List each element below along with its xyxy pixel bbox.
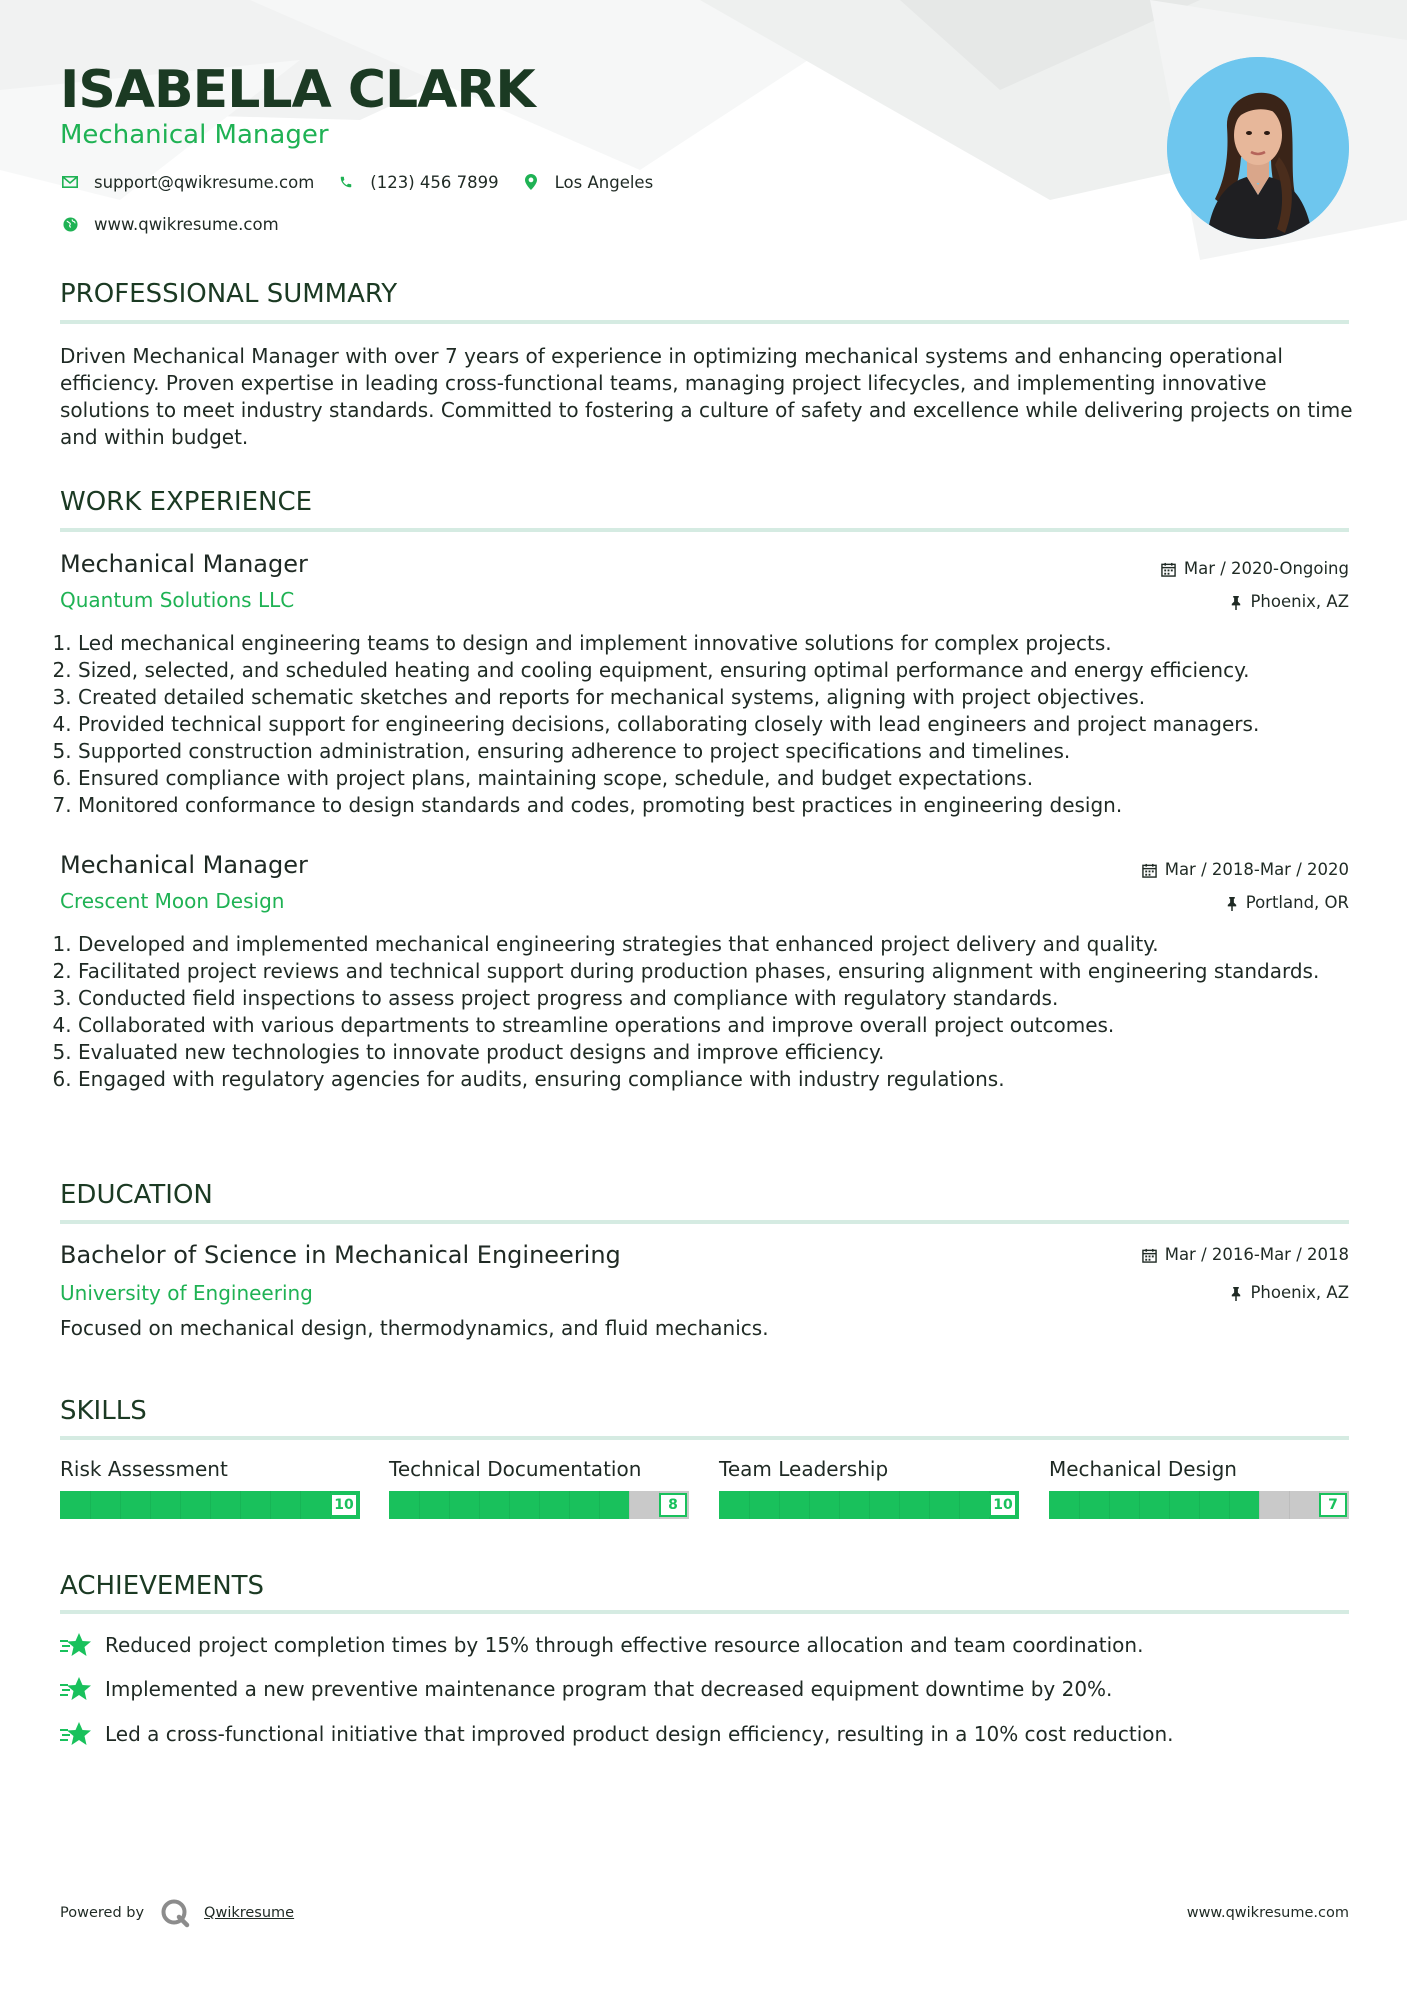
skill-bar-segment xyxy=(120,1491,121,1519)
qwikresume-logo-icon xyxy=(160,1898,190,1928)
skill-bar-segment xyxy=(539,1491,540,1519)
list-item: 2. Sized, selected, and scheduled heating and cooling equipment, ensuring optimal performance and energy efficiency. xyxy=(78,657,1358,684)
candidate-title: Mechanical Manager xyxy=(60,120,329,150)
job-dates xyxy=(1142,859,1349,881)
skill-level-badge: 10 xyxy=(330,1493,358,1517)
section-divider xyxy=(60,1610,1349,1614)
location-item xyxy=(521,172,654,192)
skill-bar-segment xyxy=(180,1491,181,1519)
list-item: 6. Ensured compliance with project plans, maintaining scope, schedule, and budget expectations. xyxy=(78,765,1358,792)
section-divider xyxy=(60,528,1349,532)
education-dates xyxy=(1142,1244,1349,1266)
skill-bar xyxy=(389,1491,689,1519)
skill-bar-segment xyxy=(1259,1491,1260,1519)
calendar-icon xyxy=(1142,1248,1157,1263)
contact-row xyxy=(60,172,675,192)
job-location xyxy=(1230,591,1349,613)
skill-bar-segment xyxy=(270,1491,271,1519)
summary-text: Driven Mechanical Manager with over 7 years of experience in optimizing mechanical systems and enhancing operational efficiency. Proven expertise in leading cross-functional teams, managing project lifecycles, and implementing innovative solutions to meet industry standards. Committed to fostering a culture of safety and excellence while delivering projects on time and within budget. xyxy=(60,344,1353,449)
skill-bar-segment xyxy=(479,1491,480,1519)
job-responsibilities xyxy=(60,630,1358,819)
website-item xyxy=(60,214,279,234)
achievement-text: Led a cross-functional initiative that improved product design efficiency, resulting in a 10% cost reduction. xyxy=(105,1722,1174,1746)
email-item xyxy=(60,172,314,192)
list-item: 1. Led mechanical engineering teams to design and implement innovative solutions for complex projects. xyxy=(78,630,1358,657)
list-item: 7. Monitored conformance to design standards and codes, promoting best practices in engineering design. xyxy=(78,792,1358,819)
skill-name: Technical Documentation xyxy=(389,1457,642,1481)
achievement-item xyxy=(60,1675,1112,1703)
star-icon xyxy=(60,1675,92,1703)
website-row xyxy=(60,214,301,234)
section-divider xyxy=(60,320,1349,324)
phone-icon xyxy=(336,172,356,192)
pushpin-icon xyxy=(1230,595,1242,610)
experience-heading: WORK EXPERIENCE xyxy=(60,487,313,517)
calendar-icon xyxy=(1161,562,1176,577)
skill-bar-segment xyxy=(90,1491,91,1519)
list-item: 2. Facilitated project reviews and technical support during production phases, ensuring alignment with engineering standards. xyxy=(78,958,1358,985)
skill-bar-segment xyxy=(929,1491,930,1519)
skill-item xyxy=(60,1455,360,1519)
candidate-name: ISABELLA CLARK xyxy=(60,60,535,120)
pushpin-icon xyxy=(1230,1286,1242,1301)
achievement-text: Implemented a new preventive maintenance program that decreased equipment downtime by 20%. xyxy=(105,1677,1113,1701)
skill-level-badge: 7 xyxy=(1319,1493,1347,1517)
skill-bar-segment xyxy=(150,1491,151,1519)
education-heading: EDUCATION xyxy=(60,1180,213,1210)
map-marker-icon xyxy=(521,172,541,192)
skill-bar-segment xyxy=(569,1491,570,1519)
skill-bar-segment xyxy=(300,1491,301,1519)
skill-bar-segment xyxy=(240,1491,241,1519)
job-responsibilities xyxy=(60,931,1358,1093)
list-item: 3. Conducted field inspections to assess project progress and compliance with regulatory standards. xyxy=(78,985,1358,1012)
job-title: Mechanical Manager xyxy=(60,851,308,879)
website-text[interactable]: www.qwikresume.com xyxy=(94,214,279,234)
skill-bar-fill xyxy=(1049,1491,1259,1519)
skill-bar-segment xyxy=(210,1491,211,1519)
skill-bar-segment xyxy=(839,1491,840,1519)
list-item: 5. Evaluated new technologies to innovate product designs and improve efficiency. xyxy=(78,1039,1358,1066)
education-description: Focused on mechanical design, thermodynamics, and fluid mechanics. xyxy=(60,1316,769,1340)
footer-powered-by xyxy=(60,1898,294,1928)
skill-bar xyxy=(1049,1491,1349,1519)
job-location xyxy=(1226,892,1349,914)
email-text[interactable]: support@qwikresume.com xyxy=(94,172,315,192)
skill-name: Team Leadership xyxy=(719,1457,889,1481)
skill-item xyxy=(719,1455,1019,1519)
profile-photo xyxy=(1167,57,1349,239)
skill-bar-segment xyxy=(629,1491,630,1519)
job-title: Mechanical Manager xyxy=(60,550,308,578)
qwikresume-link[interactable]: Qwikresume xyxy=(204,1905,295,1921)
job-dates xyxy=(1161,558,1349,580)
skill-bar-segment xyxy=(1139,1491,1140,1519)
globe-icon xyxy=(60,214,80,234)
skill-bar-segment xyxy=(1199,1491,1200,1519)
powered-by-label: Powered by xyxy=(60,1905,145,1921)
skill-bar-segment xyxy=(509,1491,510,1519)
company-name: Quantum Solutions LLC xyxy=(60,588,295,612)
skill-bar-segment xyxy=(869,1491,870,1519)
skill-level-badge: 10 xyxy=(989,1493,1017,1517)
section-divider xyxy=(60,1436,1349,1440)
skill-bar-segment xyxy=(419,1491,420,1519)
footer-url[interactable]: www.qwikresume.com xyxy=(1186,1905,1349,1921)
skill-bar-segment xyxy=(899,1491,900,1519)
list-item: 4. Collaborated with various departments to streamline operations and improve overall project outcomes. xyxy=(78,1012,1358,1039)
skill-item xyxy=(1049,1455,1349,1519)
skill-bar-segment xyxy=(1289,1491,1290,1519)
list-item: 1. Developed and implemented mechanical engineering strategies that enhanced project delivery and quality. xyxy=(78,931,1358,958)
education-dates-text: Mar / 2016-Mar / 2018 xyxy=(1164,1245,1349,1264)
location-text: Los Angeles xyxy=(554,172,654,192)
skill-bar xyxy=(719,1491,1019,1519)
degree-title: Bachelor of Science in Mechanical Engineering xyxy=(60,1241,621,1269)
skill-bar-segment xyxy=(1109,1491,1110,1519)
summary-heading: PROFESSIONAL SUMMARY xyxy=(60,279,398,309)
skill-bar-segment xyxy=(749,1491,750,1519)
envelope-icon xyxy=(60,172,80,192)
skill-bar-segment xyxy=(599,1491,600,1519)
education-location-text: Phoenix, AZ xyxy=(1250,1283,1349,1302)
skill-bar-segment xyxy=(449,1491,450,1519)
skill-bar-segment xyxy=(1169,1491,1170,1519)
job-location-text: Phoenix, AZ xyxy=(1250,592,1349,611)
pushpin-icon xyxy=(1226,896,1238,911)
skill-bar-segment xyxy=(1229,1491,1230,1519)
skills-heading: SKILLS xyxy=(60,1396,147,1426)
company-name: Crescent Moon Design xyxy=(60,889,285,913)
star-icon xyxy=(60,1631,92,1659)
section-divider xyxy=(60,1220,1349,1224)
phone-text[interactable]: (123) 456 7899 xyxy=(370,172,499,192)
star-icon xyxy=(60,1720,92,1748)
achievement-text: Reduced project completion times by 15% through effective resource allocation and team coordination. xyxy=(105,1633,1144,1657)
list-item: 6. Engaged with regulatory agencies for audits, ensuring compliance with industry regulations. xyxy=(78,1066,1358,1093)
skill-name: Mechanical Design xyxy=(1049,1457,1237,1481)
list-item: 5. Supported construction administration, ensuring adherence to project specifications and timelines. xyxy=(78,738,1358,765)
list-item: 4. Provided technical support for engineering decisions, collaborating closely with lead engineers and project managers. xyxy=(78,711,1358,738)
list-item: 3. Created detailed schematic sketches and reports for mechanical systems, aligning with project objectives. xyxy=(78,684,1358,711)
job-location-text: Portland, OR xyxy=(1245,893,1349,912)
phone-item xyxy=(336,172,498,192)
job-dates-text: Mar / 2018-Mar / 2020 xyxy=(1164,860,1349,879)
skill-bar-segment xyxy=(1079,1491,1080,1519)
achievement-item xyxy=(60,1631,1143,1659)
education-location xyxy=(1230,1282,1349,1304)
skill-item xyxy=(389,1455,689,1519)
skill-bar-segment xyxy=(779,1491,780,1519)
calendar-icon xyxy=(1142,863,1157,878)
skill-name: Risk Assessment xyxy=(60,1457,228,1481)
job-dates-text: Mar / 2020-Ongoing xyxy=(1183,559,1349,578)
skill-bar-segment xyxy=(809,1491,810,1519)
skill-bar xyxy=(60,1491,360,1519)
achievement-item xyxy=(60,1720,1174,1748)
skill-level-badge: 8 xyxy=(659,1493,687,1517)
achievements-heading: ACHIEVEMENTS xyxy=(60,1571,265,1601)
skill-bar-segment xyxy=(959,1491,960,1519)
school-name: University of Engineering xyxy=(60,1281,313,1305)
